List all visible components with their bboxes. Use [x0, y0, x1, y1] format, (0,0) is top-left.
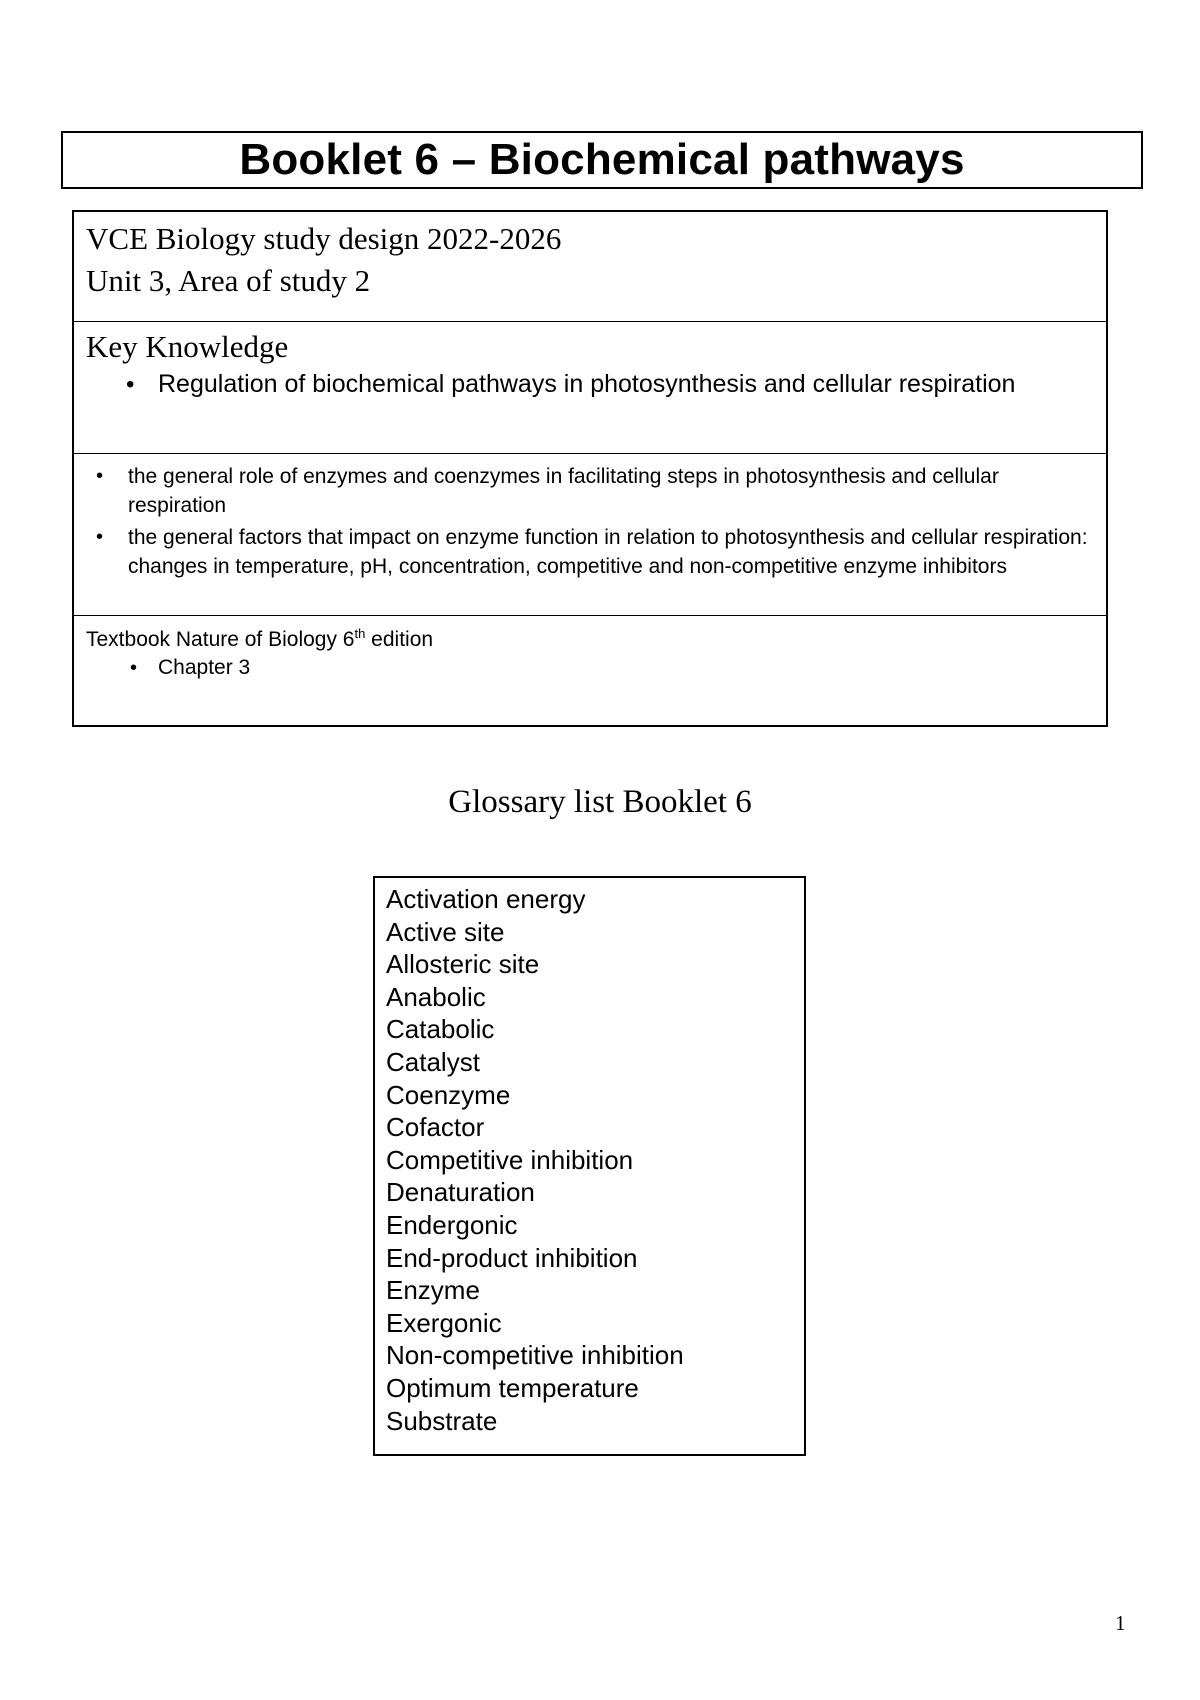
key-knowledge-list — [86, 368, 1094, 401]
glossary-term: End-product inhibition — [386, 1242, 638, 1273]
key-knowledge-cell — [74, 322, 1106, 454]
glossary-term: Allosteric site — [386, 949, 540, 980]
glossary-term: Active site — [386, 916, 505, 947]
glossary-term: Competitive inhibition — [386, 1144, 634, 1175]
glossary-term: Exergonic — [386, 1307, 502, 1338]
glossary-term: Substrate — [386, 1405, 498, 1436]
glossary-term: Endergonic — [386, 1209, 518, 1240]
glossary-term: Optimum temperature — [386, 1372, 639, 1403]
key-points-cell — [74, 454, 1106, 616]
unit-area-line: Unit 3, Area of study 2 — [86, 263, 371, 298]
glossary-list — [386, 883, 793, 1437]
page-number: 1 — [1115, 1611, 1126, 1635]
glossary-term: Denaturation — [386, 1177, 535, 1208]
glossary-term: Enzyme — [386, 1275, 480, 1306]
glossary-term: Anabolic — [386, 981, 486, 1012]
study-design-cell — [74, 212, 1106, 322]
key-point-item: • the general factors that impact on enzyme function in relation to photosynthesis and cellular respiration: changes in temperature, pH, concentration, competitive and non-competitive enzyme inhibitors — [86, 523, 1094, 581]
key-points-list — [86, 462, 1094, 581]
glossary-list-box — [373, 876, 806, 1456]
chapter-item: • Chapter 3 — [86, 654, 1094, 682]
textbook-reference: Textbook Nature of Biology 6th edition — [86, 626, 434, 651]
glossary-term: Catalyst — [386, 1046, 480, 1077]
key-knowledge-item: • Regulation of biochemical pathways in photosynthesis and cellular respiration — [86, 368, 1094, 401]
study-design-line: VCE Biology study design 2022-2026 — [86, 221, 562, 256]
glossary-heading: Glossary list Booklet 6 — [448, 784, 752, 820]
glossary-term: Activation energy — [386, 884, 586, 914]
key-point-item: • the general role of enzymes and coenzymes in facilitating steps in photosynthesis and cellular respiration — [86, 462, 1094, 520]
glossary-term: Coenzyme — [386, 1079, 511, 1110]
study-design-table — [72, 210, 1108, 727]
chapter-list — [86, 654, 1094, 682]
glossary-term: Cofactor — [386, 1112, 485, 1143]
document-title: Booklet 6 – Biochemical pathways — [61, 131, 1143, 189]
textbook-cell — [74, 616, 1106, 725]
glossary-term: Catabolic — [386, 1014, 495, 1045]
key-knowledge-heading: Key Knowledge — [86, 329, 289, 364]
glossary-term: Non-competitive inhibition — [386, 1340, 684, 1371]
